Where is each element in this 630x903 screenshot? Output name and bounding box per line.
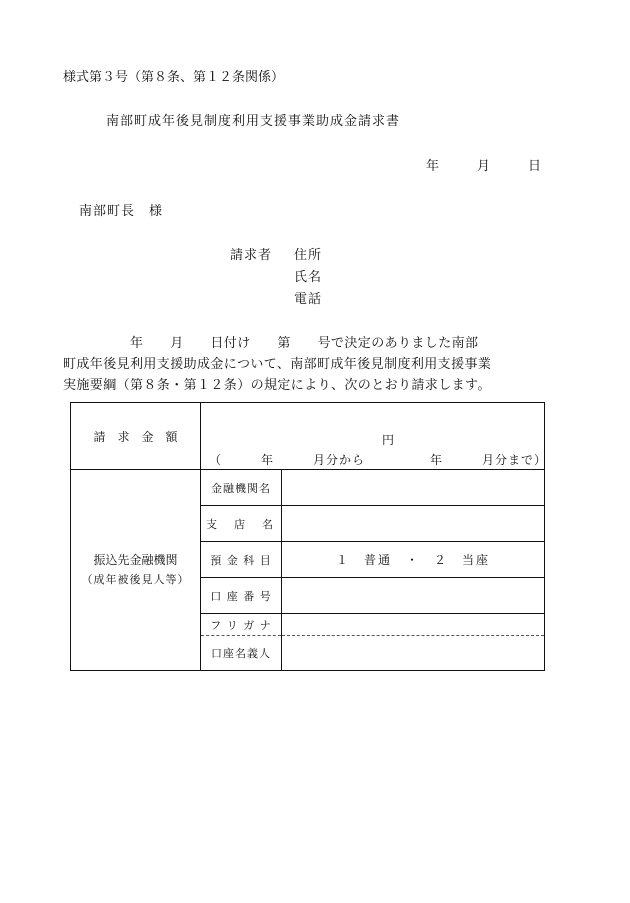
bank-section-label: [71, 470, 201, 671]
form-number: 様式第３号（第８条、第１２条関係）: [63, 70, 285, 85]
account-number-field[interactable]: [282, 578, 545, 614]
name-label: 氏名: [294, 270, 323, 285]
furigana-label: フ リ ガ ナ: [201, 614, 282, 636]
request-table: [70, 402, 548, 671]
amount-row: [71, 403, 545, 470]
bank-name-row: [71, 470, 545, 506]
address-label: 住所: [294, 248, 323, 263]
yen-unit: 円: [382, 433, 395, 447]
branch-label: 支 店 名: [201, 506, 282, 542]
branch-field[interactable]: [282, 506, 545, 542]
requester-label: 請求者: [230, 248, 273, 263]
account-holder-label: 口座名義人: [201, 636, 282, 671]
phone-label: 電話: [294, 292, 323, 307]
billing-period: （ 年 月分から 年 月分まで）: [209, 453, 548, 467]
amount-label: 請 求 金 額: [71, 403, 201, 470]
date-line: 年 月 日: [426, 159, 546, 174]
bank-name-field[interactable]: [282, 470, 545, 506]
bank-name-label: 金融機関名: [201, 470, 282, 506]
amount-field[interactable]: [201, 403, 548, 470]
furigana-field[interactable]: [282, 614, 545, 636]
paragraph-line: 町成年後見利用支援助成金について、南部町成年後見制度利用支援事業: [63, 357, 492, 372]
account-number-label: 口 座 番 号: [201, 578, 282, 614]
bank-label: 振込先金融機関: [93, 553, 178, 567]
account-type-options[interactable]: １ 普通 ・ ２ 当座: [282, 542, 545, 578]
request-paragraph: [63, 333, 583, 396]
account-type-label: 預 金 科 目: [201, 542, 282, 578]
bank-sublabel: （成年被後見人等）: [81, 573, 190, 586]
document-title: 南部町成年後見制度利用支援事業助成金請求書: [106, 114, 401, 129]
paragraph-line: 実施要綱（第８条・第１２条）の規定により、次のとおり請求します。: [63, 378, 491, 393]
addressee: 南部町長 様: [79, 204, 164, 219]
paragraph-line: 年 月 日付け 第 号で決定のありました南部: [63, 336, 479, 351]
account-holder-field[interactable]: [282, 636, 545, 671]
